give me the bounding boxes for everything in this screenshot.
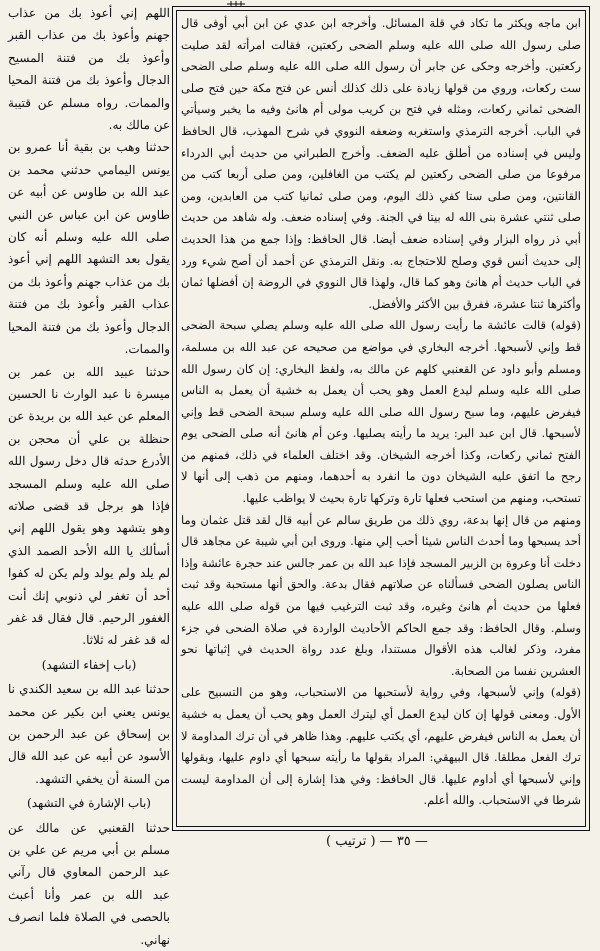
margin-paragraph: اللهم إني أعوذ بك من عذاب جهنم وأعوذ بك من عذاب القبر وأعوذ بك من فتنة المسيح الدجال وأعوذ بك من فتنة المحيا والممات. رواه مسلم عن قتيبة عن مالك به.: [8, 6, 170, 133]
main-paragraph: (قوله) قالت عائشة ما رأيت رسول الله صلى الله عليه وسلم يصلي سبحة الضحى قط وإني لأسبحها. أخرجه البخاري في مواضع من صحيحه عن عبد الله بن مسلمة، ومسلم وأبو داود عن القعنبي كلهم عن مالك به، ولفظ البخاري: إن كان رسول الله صلى الله عليه وسلم ليدع العمل وهو يحب أن يعمل به خشية أن يعمل به الناس فيفرض عليهم، وما سبح رسول الله صلى الله عليه وسلم سبحة الضحى قط وإني لأسبحها. قال ابن عبد البر: يريد ما رأيته يصليها. وعن أم هانئ أنه صلى الضحى يوم الفتح ثماني ركعات، وكذا أخرجه الشيخان. وقد اختلف العلماء في ذلك، فمنهم من رجح ما اتفق عليه الشيخان دون ما انفرد به أحدهما، ومنهم من ذهب إلى أنها لا تستحب، ومنهم من استحب فعلها تارة وتركها تارة بحيث لا يواظب عليها.: [181, 318, 581, 506]
main-text-body: [176, 10, 586, 827]
margin-paragraph: حدثنا وهب بن بقية أنا عمرو بن يونس اليمامي حدثني محمد بن عبد الله بن طاوس عن أبيه عن طاوس عن ابن عباس عن النبي صلى الله عليه وسلم أنه كان يقول بعد التشهد اللهم إني أعوذ بك من عذاب جهنم وأعوذ بك من عذاب القبر وأعوذ بك من فتنة الدجال وأعوذ بك من فتنة المحيا والممات.: [8, 140, 170, 357]
main-paragraph: ابن ماجه ويكثر ما تكاد في قلة المسائل. وأخرجه ابن عدي عن ابن أبي أوفى قال صلى رسول الله صلى الله عليه وسلم الضحى ركعتين، فقالت امرأته لقد صليت ركعتين. وأخرجه وحكى عن جابر أن رسول الله صلى الله عليه وسلم صلى الضحى ست ركعات، وروي من قولها زيادة على ذلك كذلك أنس عن فتح مكة حين فتح صلى الضحى ثماني ركعات، ومثله في فتح بن كريب مولى أم هانئ وفيه ما يخبر وسيأتي في الباب. أخرجه الترمذي واستغربه وضعفه النووي في شرح المهذب، قال الحافظ وليس في إسناده من أطلق عليه الضعف. وأخرج الطبراني من حديث أبي الدرداء مرفوعا من صلى الضحى ركعتين لم يكتب من الغافلين، ومن صلى أربعا كتب من القانتين، ومن صلى ستا كفي ذلك اليوم، ومن صلى ثمانيا كتب من العابدين، ومن صلى ثنتي عشرة بنى الله له بيتا في الجنة. وفي إسناده ضعف. وله شاهد من حديث أبي ذر رواه البزار وفي إسناده ضعف أيضا. قال الحافظ: وإذا جمع من هذا الحديث إلى حديث أنس قوي وصلح للاحتجاج به. ونقل الترمذي عن أحمد أن أصح شيء ورد في الباب حديث أم هانئ وهو كما قال، ولهذا قال النووي في الروضة إن أفضلها ثمان وأكثرها ثنتا عشرة، ففرق بين الأكثر والأفضل.: [181, 16, 581, 311]
page-number: — ٣٥ — ( ترتيب ): [326, 834, 428, 849]
margin-section-heading: (باب إخفاء التشهد): [41, 657, 137, 672]
margin-paragraph: حدثنا عبد الله بن سعيد الكندي نا يونس يعني ابن بكير عن محمد بن إسحاق عن عبد الرحمن بن الأسود عن أبيه عن عبد الله قال من السنة أن يخفي التشهد.: [8, 682, 170, 786]
main-paragraph: ومنهم من قال إنها بدعة، روي ذلك من طريق سالم عن أبيه قال لقد قتل عثمان وما أحد يسبحها وما أحدث الناس شيئا أحب إلي منها. وروى ابن أبي شيبة عن مجاهد قال دخلت أنا وعروة بن الزبير المسجد فإذا عبد الله بن عمر جالس عند حجرة عائشة وإذا الناس يصلون الضحى فسألناه عن صلاتهم فقال بدعة. والحق أنها مستحبة وقد ثبت فعلها من حديث أم هانئ وغيره، وقد ثبت الترغيب فيها من قوله صلى الله عليه وسلم. وقال الحافظ: وقد جمع الحاكم الأحاديث الواردة في صلاة الضحى في جزء مفرد، وذكر لغالب هذه الأقوال مستندا، وبلغ عدد رواة الحديث في إثباتها نحو العشرين نفسا من الصحابة.: [181, 512, 581, 678]
main-text-frame: [172, 6, 590, 831]
margin-paragraph: حدثنا القعنبي عن مالك عن مسلم بن أبي مريم عن علي بن عبد الرحمن المعاوي قال رآني عبد الله بن عمر وأنا أعبث بالحصى في الصلاة فلما انصرف نهاني.: [8, 820, 170, 947]
margin-section-heading: (باب الإشارة في التشهد): [27, 796, 151, 811]
margin-column: [8, 2, 170, 947]
margin-paragraph: حدثنا عبيد الله بن عمر بن ميسرة نا عبد الوارث نا الحسين المعلم عن عبد الله بن بريدة عن حنظلة بن علي أن محجن بن الأدرع حدثه قال دخل رسول الله صلى الله عليه وسلم المسجد فإذا هو برجل قد قضى صلاته وهو يتشهد وهو يقول اللهم إني أسألك يا الله الأحد الصمد الذي لم يلد ولم يولد ولم يكن له كفوا أحد أن تغفر لي ذنوبي إنك أنت الغفور الرحيم. قال فقال قد غفر له قد غفر له ثلاثا.: [8, 364, 170, 648]
main-paragraph: (قوله) وإني لأسبحها، وفي رواية لأستحبها من الاستحباب، وهو من التسبيح على الأول. ومعنى قولها إن كان ليدع العمل أي ليترك العمل وهو يحب أن يعمل به خشية أن يعمل به الناس فيفرض عليهم، أي يكتب عليهم. وهذا ظاهر في أن ترك المداومة لا ترك الفعل مطلقا. قال البيهقي: المراد بقولها ما رأيته سبحها أي داوم عليها، وبقولها وإني لأسبحها أي أداوم عليها. قال الحافظ: وفي هذا إشارة إلى أن المداومة ليست شرطا في الاستحباب. والله أعلم.: [181, 685, 581, 808]
